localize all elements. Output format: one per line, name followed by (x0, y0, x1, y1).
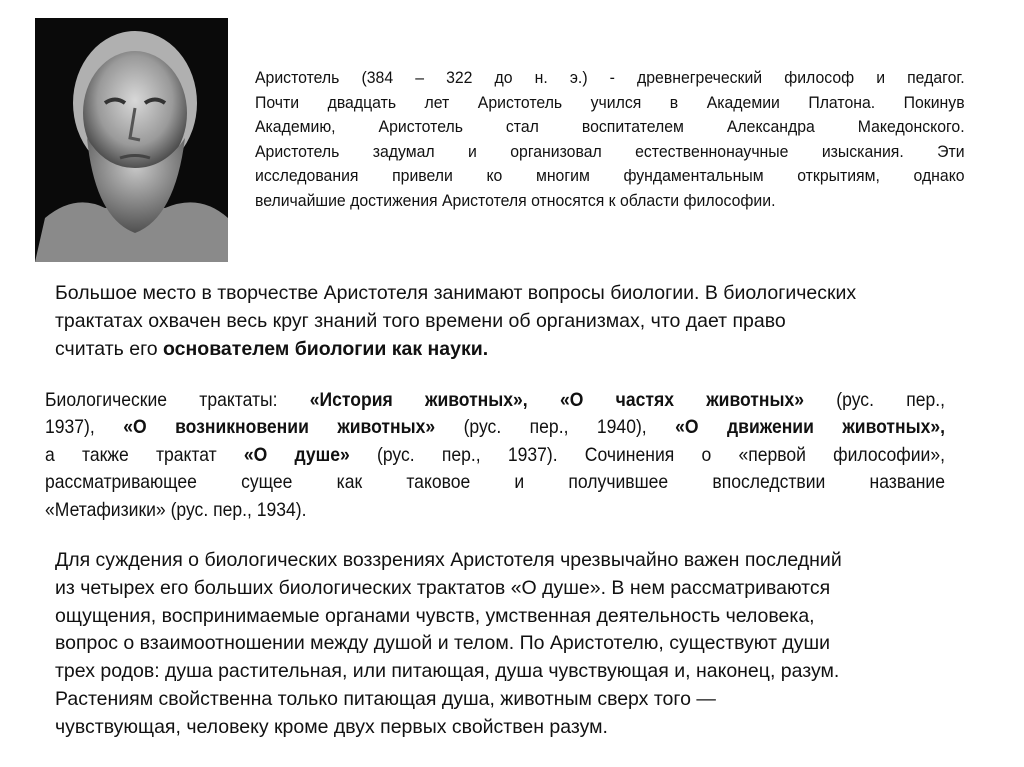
text-line (55, 603, 842, 631)
text-line (255, 91, 965, 116)
bold-text: «О движении животных», (675, 416, 945, 439)
text-line (255, 140, 965, 165)
intro-paragraph (255, 66, 965, 214)
text: Почти двадцать лет Аристотель учился в Академии Платона. Покинув (255, 92, 965, 112)
text: Для суждения о биологических воззрениях Аристотеля чрезвычайно важен последний (55, 549, 842, 571)
text-line (55, 630, 842, 658)
text-line (55, 575, 842, 603)
text-line (255, 189, 965, 214)
text-line (45, 414, 945, 441)
text-line (255, 115, 965, 140)
aristotle-portrait (35, 18, 228, 262)
text-line (45, 469, 945, 496)
text: Большое место в творчестве Аристотеля занимают вопросы биологии. В биологических (55, 282, 857, 304)
text-line (45, 497, 945, 524)
text-line (55, 279, 856, 307)
text: Академию, Аристотель стал воспитателем Александра Македонского. (255, 117, 965, 137)
text: (рус. пер., (804, 389, 946, 411)
text: ощущения, воспринимаемые органами чувств, умственная деятельность человека, (55, 604, 815, 627)
biology-paragraph (55, 279, 856, 363)
text: трактатах охвачен весь круг знаний того времени об организмах, что дает право (55, 310, 786, 332)
treatises-paragraph (45, 387, 945, 524)
text: чувствующая, человеку кроме двух первых свойствен разум. (55, 715, 608, 738)
text: из четырех его больших биологических трактатов «О душе». В нем рассматриваются (55, 576, 831, 599)
text-line (55, 714, 842, 742)
bold-text: основателем биологии как науки. (163, 338, 489, 360)
text: трех родов: душа растительная, или питающая, душа чувствующая и, наконец, разум. (55, 660, 840, 683)
text: величайшие достижения Аристотеля относятся к области философии. (255, 190, 776, 210)
bold-text: «История животных», «О частях животных» (309, 389, 805, 411)
text-line (55, 547, 842, 575)
text: Аристотель (384 – 322 до н. э.) - древнегреческий философ и педагог. (255, 68, 965, 87)
text: исследования привели ко многим фундаментальным открытиям, однако (255, 166, 965, 186)
text-line (255, 164, 965, 189)
text: «Метафизики» (рус. пер., 1934). (45, 498, 307, 521)
text: Аристотель задумал и организовал естественнонаучные изыскания. Эти (255, 141, 965, 161)
text-line (45, 442, 945, 469)
text: рассматривающее сущее как таковое и получившее впоследствии название (45, 471, 945, 494)
text-line (55, 307, 856, 335)
text-line (255, 66, 965, 91)
text: 1937), (45, 416, 124, 439)
bold-text: «О возникновении животных» (123, 416, 436, 439)
soul-paragraph (55, 547, 842, 742)
text-line (55, 335, 856, 363)
text-line (55, 658, 842, 686)
text: Биологические трактаты: (45, 389, 310, 411)
text: (рус. пер., 1940), (435, 416, 676, 439)
text-line (55, 686, 842, 714)
bold-text: «О душе» (243, 443, 350, 466)
text: а также трактат (45, 443, 244, 466)
text: (рус. пер., 1937). Сочинения о «первой философии», (349, 443, 945, 466)
text: Растениям свойственна только питающая душа, животным сверх того — (55, 687, 716, 710)
text: вопрос о взаимоотношении между душой и телом. По Аристотелю, существуют души (55, 632, 831, 655)
text: считать его (55, 338, 164, 360)
text-line (45, 387, 945, 414)
